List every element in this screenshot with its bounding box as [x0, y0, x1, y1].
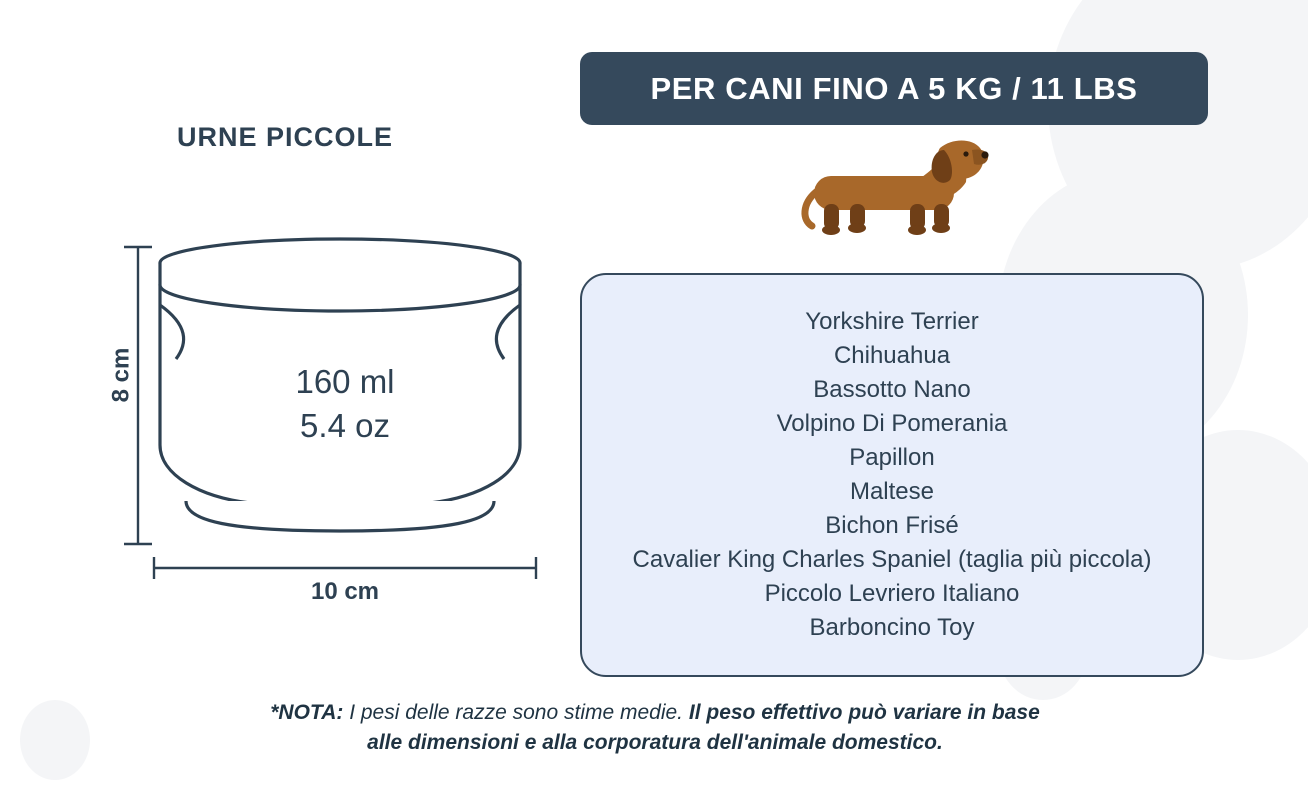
list-item: Bassotto Nano: [813, 376, 971, 403]
footnote: [120, 698, 1190, 759]
urn-volume-oz: 5.4 oz: [300, 406, 390, 444]
footnote-text-mid: I pesi delle razze sono stime medie.: [343, 701, 689, 724]
list-item: Cavalier King Charles Spaniel (taglia più piccola): [632, 546, 1152, 573]
list-item: Barboncino Toy: [809, 614, 975, 641]
list-item: Papillon: [849, 444, 935, 471]
footnote-nota-label: *NOTA:: [270, 701, 344, 724]
list-item: Volpino Di Pomerania: [776, 410, 1008, 437]
urn-volume-ml: 160 ml: [295, 363, 395, 400]
breeds-list: [580, 273, 1204, 677]
dachshund-icon: [800, 134, 990, 254]
weight-banner: [580, 52, 1208, 125]
list-item: Bichon Frisé: [825, 512, 959, 539]
width-label: 10 cm: [310, 578, 380, 605]
width-dimension: [150, 556, 540, 616]
list-item: Maltese: [849, 478, 935, 505]
urn-panel: [0, 0, 570, 700]
weight-banner-text: PER CANI FINO A 5 KG / 11 LBS: [650, 70, 1138, 106]
height-label: 8 cm: [107, 347, 135, 403]
height-dimension: [108, 243, 168, 548]
urn-title: URNE PICCOLE: [176, 122, 394, 152]
urn-volume: [160, 360, 530, 447]
footnote-line-2: [120, 728, 1190, 758]
background-blob: [20, 700, 90, 780]
list-item: Yorkshire Terrier: [805, 308, 979, 335]
list-item: Chihuahua: [833, 342, 951, 369]
list-item: Piccolo Levriero Italiano: [764, 580, 1020, 607]
footnote-line-1: [120, 698, 1190, 728]
footnote-line-2-text: alle dimensioni e alla corporatura dell'animale domestico.: [367, 731, 943, 755]
footnote-text-strong: Il peso effettivo può variare in base: [688, 701, 1040, 724]
